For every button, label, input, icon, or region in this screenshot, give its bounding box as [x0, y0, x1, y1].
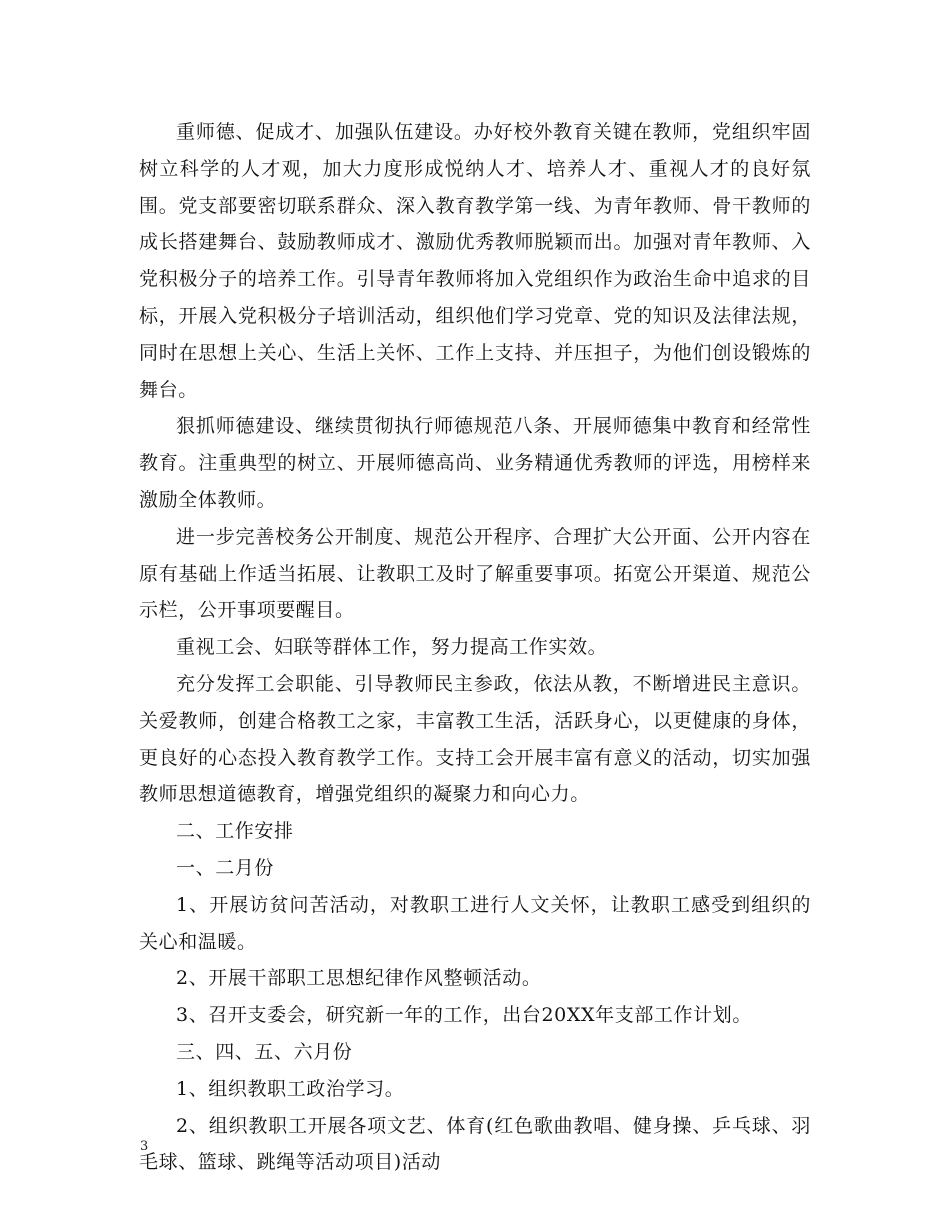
- paragraph: 狠抓师德建设、继续贯彻执行师德规范八条、开展师德集中教育和经常性教育。注重典型的树立、开展师德高尚、业务精通优秀教师的评选，用榜样来激励全体教师。: [139, 415, 811, 511]
- list-item: 2、组织教职工开展各项文艺、体育(红色歌曲教唱、健身操、乒乓球、羽毛球、篮球、跳绳等活动项目)活动: [139, 1114, 811, 1174]
- paragraph: 重师德、促成才、加强队伍建设。办好校外教育关键在教师，党组织牢固树立科学的人才观，加大力度形成悦纳人才、培养人才、重视人才的良好氛围。党支部要密切联系群众、深入教育教学第一线、为青年教师、骨干教师的成长搭建舞台、鼓励教师成才、激励优秀教师脱颖而出。加强对青年教师、入党积极分子的培养工作。引导青年教师将加入党组织作为政治生命中追求的目标，开展入党积极分子培训活动，组织他们学习党章、党的知识及法律法规，同时在思想上关心、生活上关怀、工作上支持、并压担子，为他们创设锻炼的舞台。: [139, 121, 811, 401]
- list-item: 2、开展干部职工思想纪律作风整顿活动。: [176, 967, 542, 990]
- document-body: [139, 114, 811, 1181]
- page-number: 3: [140, 1139, 149, 1154]
- list-item: 3、召开支委会，研究新一年的工作，出台20XX年支部工作计划。: [176, 1004, 752, 1027]
- paragraph: 进一步完善校务公开制度、规范公开程序、合理扩大公开面、公开内容在原有基础上作适当拓展、让教职工及时了解重要事项。拓宽公开渠道、规范公示栏，公开事项要醒目。: [139, 525, 811, 622]
- subsection-heading: 三、四、五、六月份: [176, 1040, 353, 1063]
- section-heading: 二、工作安排: [176, 820, 294, 843]
- paragraph: 充分发挥工会职能、引导教师民主参政，依法从教，不断增进民主意识。关爱教师，创建合格教工之家，丰富教工生活，活跃身心，以更健康的身体，更良好的心态投入教育教学工作。支持工会开展丰富有意义的活动，切实加强教师思想道德教育，增强党组织的凝聚力和向心力。: [139, 672, 811, 806]
- list-item: 1、开展访贫问苦活动，对教职工进行人文关怀，让教职工感受到组织的关心和温暖。: [139, 893, 811, 953]
- list-item: 1、组织教职工政治学习。: [176, 1077, 405, 1100]
- paragraph: 重视工会、妇联等群体工作，努力提高工作实效。: [176, 636, 608, 659]
- subsection-heading: 一、二月份: [176, 856, 275, 879]
